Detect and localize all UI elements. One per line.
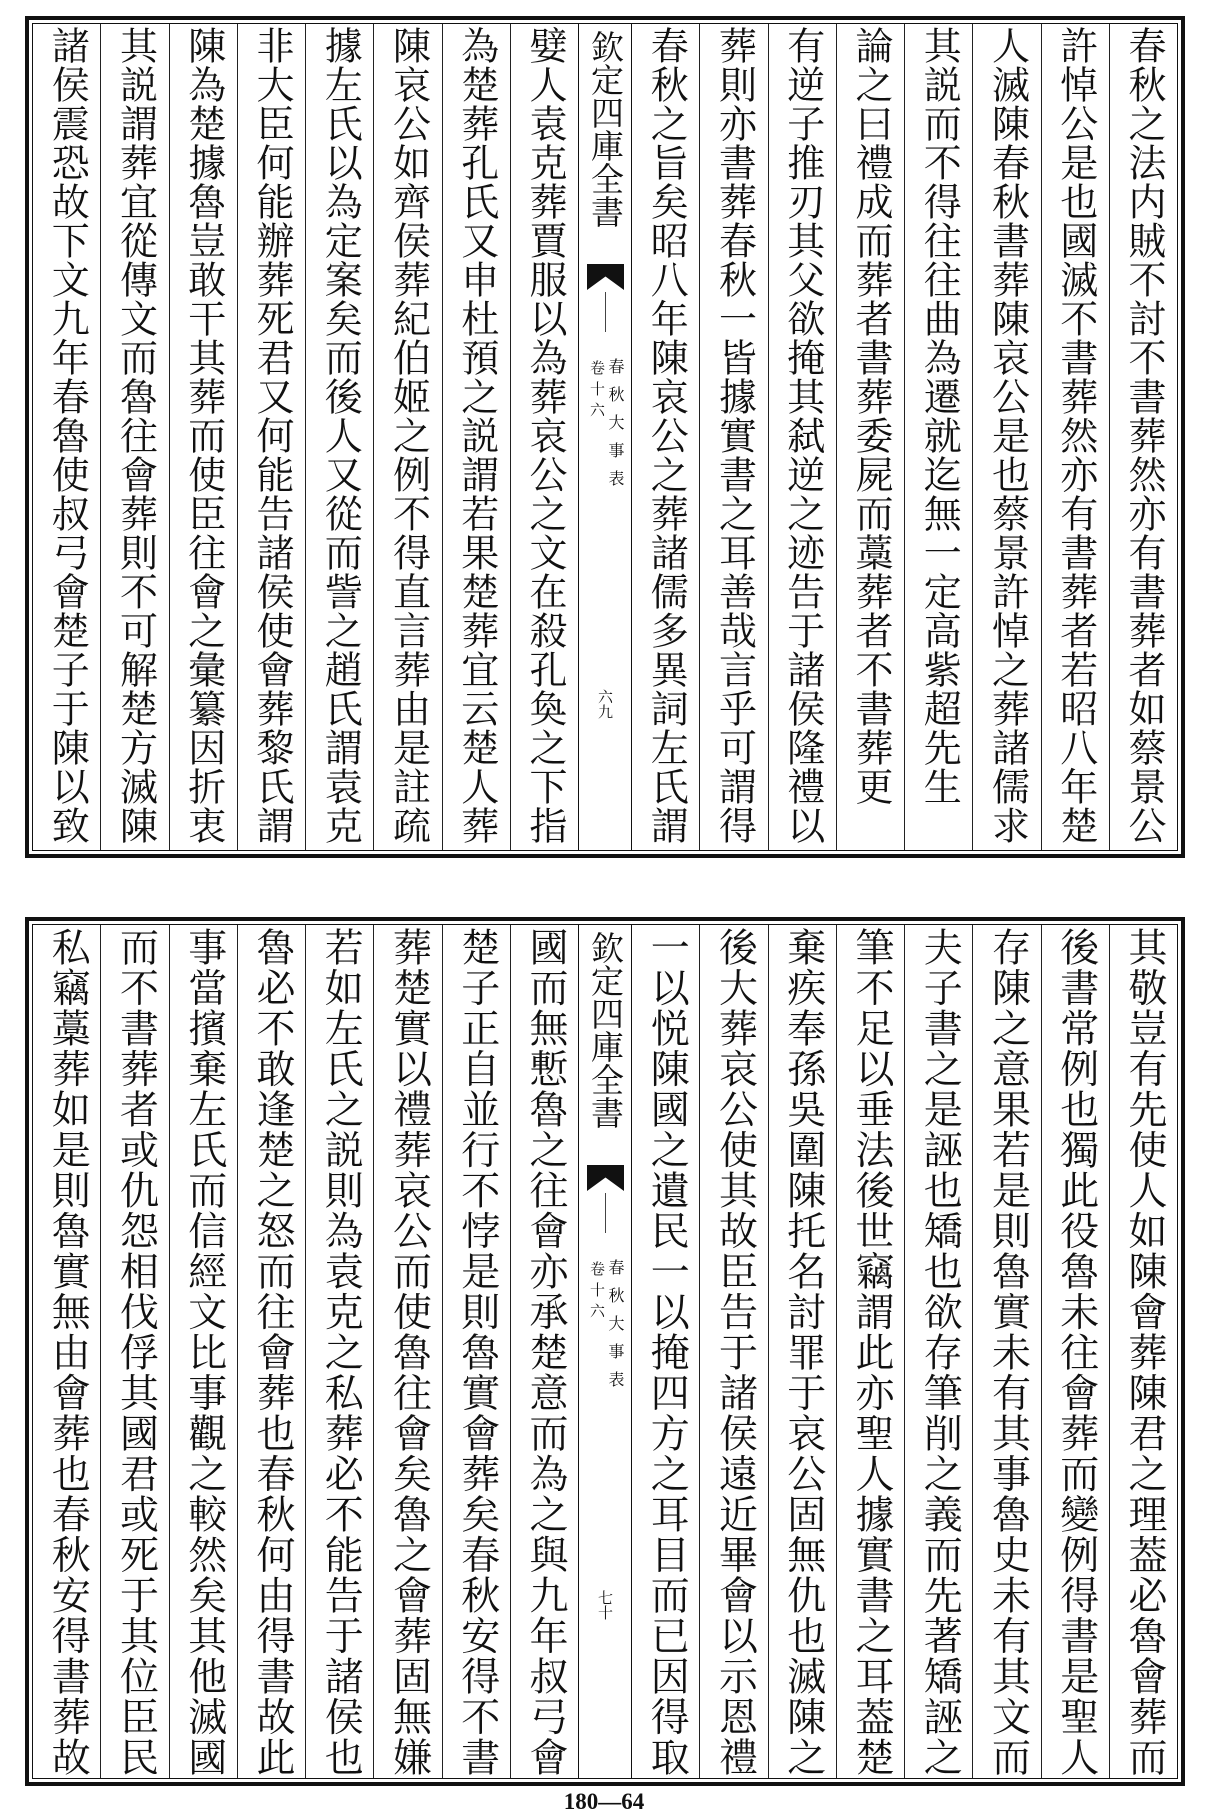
center-strip	[578, 24, 632, 850]
text-column: 棄疾奉孫吳圍陳托名討罪于哀公固無仇也滅陳之	[768, 925, 836, 1778]
text-column: 其敬豈有先使人如陳會葬陳君之理葢必魯會葬而	[1109, 925, 1177, 1778]
book-title: 春秋大事表	[606, 358, 625, 498]
leaf-page-number: 七十	[596, 1590, 614, 1620]
bottom-left-half	[33, 925, 578, 1778]
text-column: 諸侯震恐故下文九年春魯使叔弓會楚子于陳以致	[45, 26, 90, 845]
text-column: 論之曰禮成而葬者書葬委屍而藁葬者不書葬更	[836, 24, 904, 850]
page-number-label: 180—64	[563, 1789, 645, 1814]
text-column: 一以悦陳國之遺民一以掩四方之耳目而已因得取	[644, 927, 690, 1778]
bottom-leaf-frame	[32, 924, 1178, 1779]
top-leaf	[25, 16, 1185, 858]
bottom-right-half	[632, 925, 1177, 1778]
text-column: 陳哀公如齊侯葬紀伯姬之例不得直言葬由是註疏	[373, 24, 441, 850]
fish-tail-stem	[605, 292, 606, 332]
text-column: 春秋之旨矣昭八年陳哀公之葬諸儒多異詞左氏謂	[644, 26, 689, 845]
top-right-half	[632, 24, 1177, 850]
text-column: 據左氏以為定案矣而後人又從而訾之趙氏謂袁克	[305, 24, 373, 850]
text-column: 有逆子推刃其父欲掩其弑逆之迹告于諸侯隆禮以	[768, 24, 836, 850]
text-column: 後大葬哀公使其故臣告于諸侯遠近畢會以示恩禮	[699, 925, 767, 1778]
text-column: 私竊藁葬如是則魯實無由會葬也春秋安得書葬故	[45, 927, 91, 1778]
text-column: 國而無慙魯之往會亦承楚意而為之與九年叔弓會	[510, 925, 578, 1778]
text-column: 其説而不得往往曲為遷就迄無一定高紫超先生	[904, 24, 972, 850]
text-column: 春秋之法内賊不討不書葬然亦有書葬者如蔡景公	[1109, 24, 1177, 850]
text-column: 非大臣何能辦葬死君又何能告諸侯使會葬黎氏謂	[237, 24, 305, 850]
text-column: 若如左氏之説則為袁克之私葬必不能告于諸侯也	[305, 925, 373, 1778]
text-column: 楚子正自並行不悖是則魯實會葬矣春秋安得不書	[442, 925, 510, 1778]
top-left-half	[33, 24, 578, 850]
text-column: 人滅陳春秋書葬陳哀公是也蔡景許悼之葬諸儒求	[972, 24, 1040, 850]
collection-title: 欽定四庫全書	[586, 931, 625, 1129]
leaf-page-number: 六九	[596, 689, 614, 719]
top-leaf-frame	[32, 23, 1178, 851]
text-column: 陳為楚據魯豈敢干其葬而使臣往會之彙纂因折衷	[169, 24, 237, 850]
text-column: 存陳之意果若是則魯實未有其事魯史未有其文而	[972, 925, 1040, 1778]
center-strip	[578, 925, 632, 1778]
collection-title: 欽定四庫全書	[586, 30, 625, 228]
text-column: 嬖人袁克葬賈服以為葬哀公之文在殺孔奐之下指	[510, 24, 578, 850]
text-column: 後書常例也獨此役魯未往會葬而變例得書是聖人	[1041, 925, 1109, 1778]
text-column: 而不書葬者或仇怨相伐俘其國君或死于其位臣民	[100, 925, 168, 1778]
text-column: 葬楚實以禮葬哀公而使魯往會矣魯之會葬固無嫌	[373, 925, 441, 1778]
book-title: 春秋大事表	[606, 1259, 625, 1399]
volume-label: 卷十六	[588, 360, 606, 423]
text-column: 為楚葬孔氏又申杜預之説謂若果楚葬宜云楚人葬	[442, 24, 510, 850]
text-column: 許悼公是也國滅不書葬然亦有書葬者若昭八年楚	[1041, 24, 1109, 850]
bottom-leaf	[25, 917, 1185, 1786]
text-column: 其説謂葬宜從傳文而魯往會葬則不可解楚方滅陳	[100, 24, 168, 850]
fish-tail-stem	[605, 1193, 606, 1233]
text-column: 事當擯棄左氏而信經文比事觀之較然矣其他滅國	[169, 925, 237, 1778]
fish-tail-mark-icon	[587, 1165, 624, 1191]
text-column: 葬則亦書葬春秋一皆據實書之耳善哉言乎可謂得	[699, 24, 767, 850]
text-column: 魯必不敢逢楚之怒而往會葬也春秋何由得書故此	[237, 925, 305, 1778]
volume-label: 卷十六	[588, 1261, 606, 1324]
text-column: 筆不足以垂法後世竊謂此亦聖人據實書之耳葢楚	[836, 925, 904, 1778]
text-column: 夫子書之是誣也矯也欲存筆削之義而先著矯誣之	[904, 925, 972, 1778]
fish-tail-mark-icon	[587, 264, 624, 290]
